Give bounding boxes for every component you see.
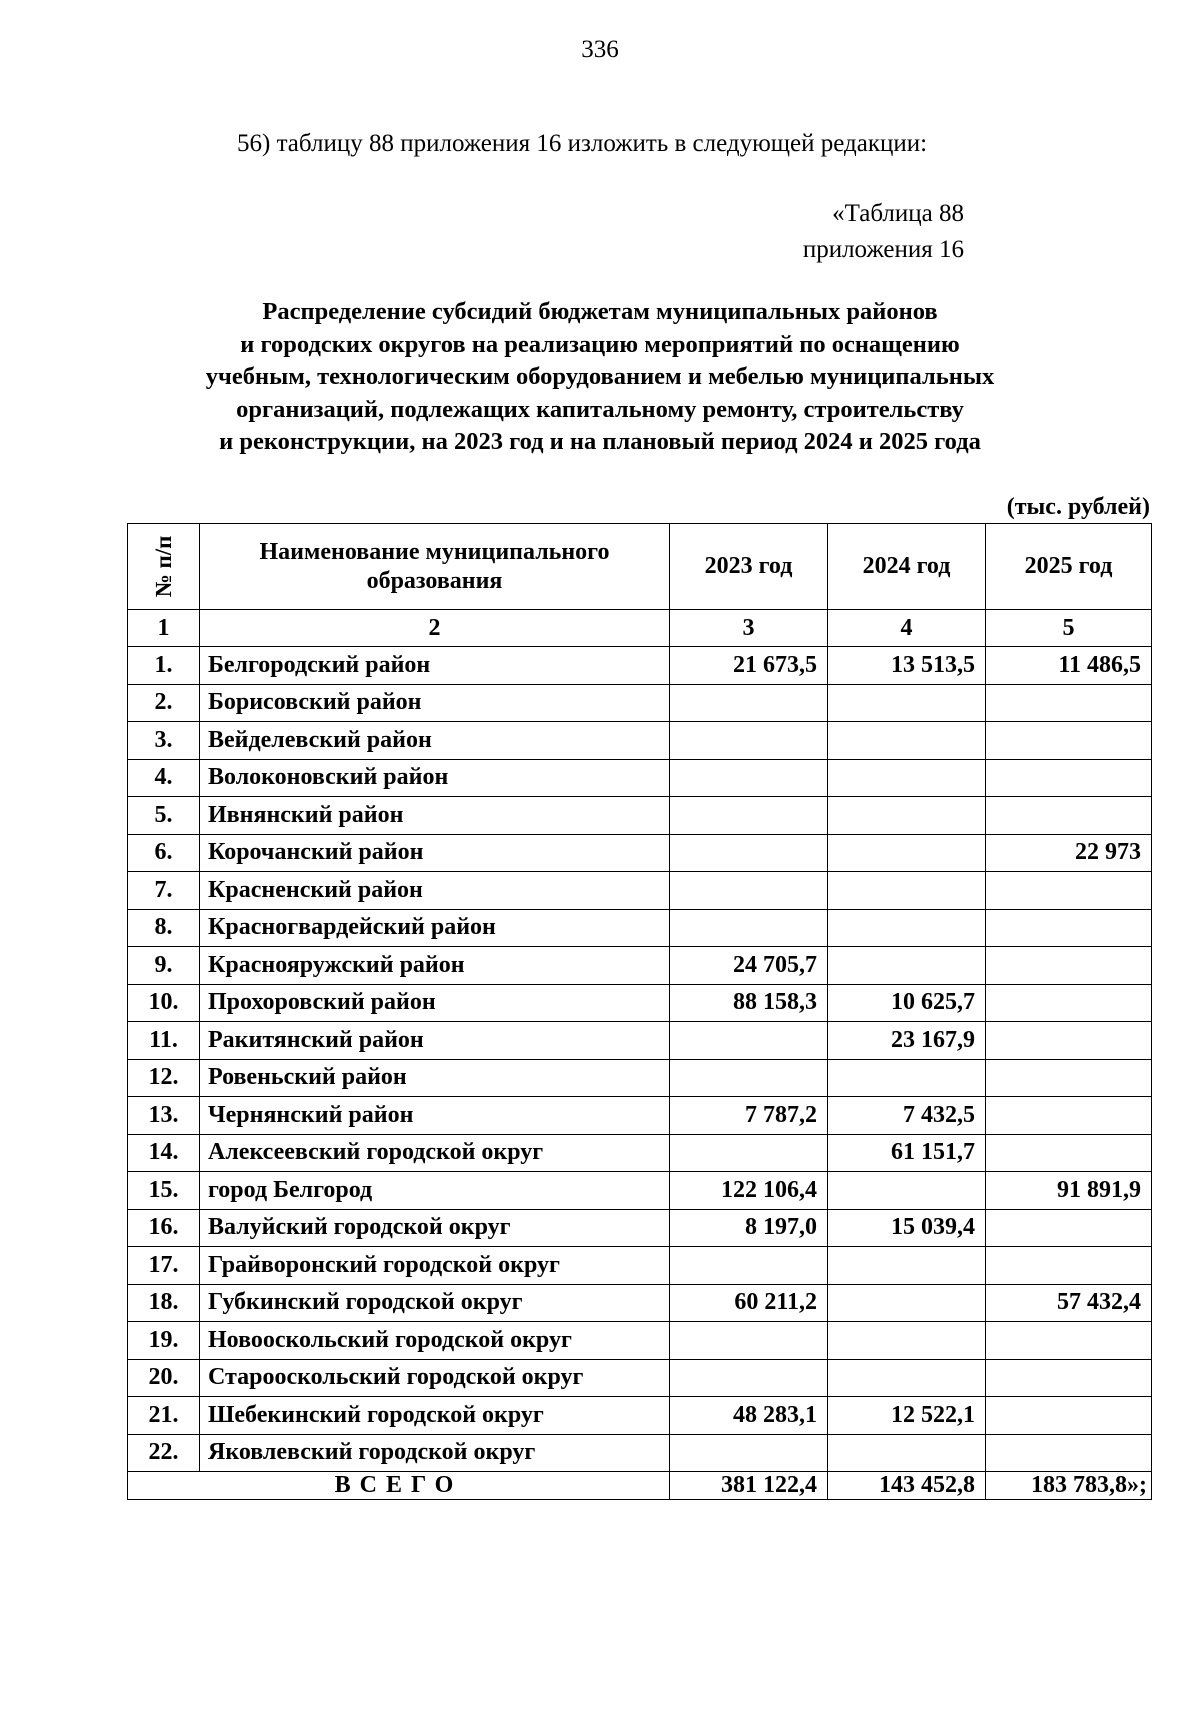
row-value-2023 bbox=[670, 759, 828, 797]
row-value-2025: 22 973 bbox=[986, 834, 1152, 872]
row-value-2024 bbox=[828, 1359, 986, 1397]
row-value-2024 bbox=[828, 872, 986, 910]
row-value-2024 bbox=[828, 1322, 986, 1360]
row-name: город Белгород bbox=[200, 1172, 670, 1210]
row-value-2023: 8 197,0 bbox=[670, 1209, 828, 1247]
row-number: 14. bbox=[128, 1134, 200, 1172]
row-value-2023: 48 283,1 bbox=[670, 1397, 828, 1435]
row-number: 22. bbox=[128, 1434, 200, 1472]
row-name: Борисовский район bbox=[200, 684, 670, 722]
row-value-2023 bbox=[670, 1059, 828, 1097]
row-value-2023: 7 787,2 bbox=[670, 1097, 828, 1135]
table-reference-line1: «Таблица 88 bbox=[832, 200, 964, 227]
row-value-2025: 11 486,5 bbox=[986, 647, 1152, 685]
row-value-2025 bbox=[986, 1359, 1152, 1397]
row-value-2025 bbox=[986, 1134, 1152, 1172]
total-2024: 143 452,8 bbox=[828, 1472, 986, 1500]
table-row bbox=[128, 1397, 1152, 1435]
table-row bbox=[128, 1134, 1152, 1172]
column-number: 3 bbox=[670, 610, 828, 647]
heading-line: учебным, технологическим оборудованием и мебелью муниципальных bbox=[205, 363, 995, 390]
table-row bbox=[128, 834, 1152, 872]
row-value-2025 bbox=[986, 1322, 1152, 1360]
row-value-2024 bbox=[828, 947, 986, 985]
total-2023: 381 122,4 bbox=[670, 1472, 828, 1500]
row-name: Прохоровский район bbox=[200, 984, 670, 1022]
table-row bbox=[128, 1022, 1152, 1060]
row-value-2025 bbox=[986, 984, 1152, 1022]
row-value-2023 bbox=[670, 1134, 828, 1172]
row-number: 9. bbox=[128, 947, 200, 985]
row-name: Белгородский район bbox=[200, 647, 670, 685]
header-2024: 2024 год bbox=[828, 524, 986, 610]
row-value-2024 bbox=[828, 797, 986, 835]
row-value-2024: 13 513,5 bbox=[828, 647, 986, 685]
table-row bbox=[128, 1284, 1152, 1322]
table-row bbox=[128, 722, 1152, 760]
header-2025: 2025 год bbox=[986, 524, 1152, 610]
row-value-2024 bbox=[828, 1284, 986, 1322]
row-value-2023: 88 158,3 bbox=[670, 984, 828, 1022]
table-row bbox=[128, 759, 1152, 797]
total-row bbox=[128, 1472, 1152, 1500]
row-value-2025 bbox=[986, 759, 1152, 797]
row-value-2025: 91 891,9 bbox=[986, 1172, 1152, 1210]
row-name: Губкинский городской округ bbox=[200, 1284, 670, 1322]
table-body bbox=[128, 647, 1152, 1472]
row-name: Ровеньский район bbox=[200, 1059, 670, 1097]
row-name: Красногвардейский район bbox=[200, 909, 670, 947]
row-number: 5. bbox=[128, 797, 200, 835]
table-row bbox=[128, 909, 1152, 947]
total-label: ВСЕГО bbox=[128, 1472, 670, 1500]
row-number: 15. bbox=[128, 1172, 200, 1210]
row-name: Корочанский район bbox=[200, 834, 670, 872]
row-name: Алексеевский городской округ bbox=[200, 1134, 670, 1172]
row-number: 12. bbox=[128, 1059, 200, 1097]
row-value-2025 bbox=[986, 872, 1152, 910]
row-value-2023: 24 705,7 bbox=[670, 947, 828, 985]
table-row bbox=[128, 1209, 1152, 1247]
row-name: Ракитянский район bbox=[200, 1022, 670, 1060]
row-value-2023: 60 211,2 bbox=[670, 1284, 828, 1322]
row-value-2025 bbox=[986, 947, 1152, 985]
row-name: Шебекинский городской округ bbox=[200, 1397, 670, 1435]
row-value-2024 bbox=[828, 834, 986, 872]
row-value-2024: 15 039,4 bbox=[828, 1209, 986, 1247]
table-row bbox=[128, 1247, 1152, 1285]
row-number: 17. bbox=[128, 1247, 200, 1285]
column-number: 5 bbox=[986, 610, 1152, 647]
column-number: 4 bbox=[828, 610, 986, 647]
column-number: 2 bbox=[200, 610, 670, 647]
row-value-2025 bbox=[986, 797, 1152, 835]
row-number: 10. bbox=[128, 984, 200, 1022]
row-value-2023 bbox=[670, 872, 828, 910]
table-row bbox=[128, 684, 1152, 722]
table-row bbox=[128, 1434, 1152, 1472]
row-number: 1. bbox=[128, 647, 200, 685]
row-value-2025 bbox=[986, 1247, 1152, 1285]
row-value-2024 bbox=[828, 1172, 986, 1210]
row-value-2024 bbox=[828, 722, 986, 760]
row-name: Волоконовский район bbox=[200, 759, 670, 797]
row-value-2024: 61 151,7 bbox=[828, 1134, 986, 1172]
row-value-2025 bbox=[986, 1059, 1152, 1097]
units-label: (тыс. рублей) bbox=[1006, 494, 1150, 520]
row-value-2025 bbox=[986, 909, 1152, 947]
header-num-label: № п/п bbox=[151, 535, 176, 598]
header-num bbox=[128, 524, 200, 610]
row-value-2024 bbox=[828, 909, 986, 947]
table-reference-line2: приложения 16 bbox=[802, 236, 964, 263]
row-value-2023 bbox=[670, 1247, 828, 1285]
row-value-2024: 7 432,5 bbox=[828, 1097, 986, 1135]
row-value-2024: 23 167,9 bbox=[828, 1022, 986, 1060]
row-number: 3. bbox=[128, 722, 200, 760]
row-value-2023 bbox=[670, 834, 828, 872]
total-2025: 183 783,8»; bbox=[986, 1472, 1152, 1500]
heading-line: Распределение субсидий бюджетам муниципальных районов bbox=[262, 298, 938, 325]
row-number: 18. bbox=[128, 1284, 200, 1322]
row-value-2024: 10 625,7 bbox=[828, 984, 986, 1022]
row-value-2023 bbox=[670, 1359, 828, 1397]
row-value-2023 bbox=[670, 684, 828, 722]
row-number: 6. bbox=[128, 834, 200, 872]
row-name: Грайворонский городской округ bbox=[200, 1247, 670, 1285]
table-row bbox=[128, 872, 1152, 910]
row-value-2025 bbox=[986, 1434, 1152, 1472]
row-value-2023 bbox=[670, 797, 828, 835]
table-row bbox=[128, 797, 1152, 835]
row-name: Красненский район bbox=[200, 872, 670, 910]
row-number: 2. bbox=[128, 684, 200, 722]
row-value-2024: 12 522,1 bbox=[828, 1397, 986, 1435]
row-value-2025 bbox=[986, 1397, 1152, 1435]
table-row bbox=[128, 1059, 1152, 1097]
header-name: Наименование муниципального образования bbox=[200, 524, 670, 610]
row-value-2025 bbox=[986, 722, 1152, 760]
row-value-2023 bbox=[670, 722, 828, 760]
row-value-2023 bbox=[670, 1434, 828, 1472]
header-2023: 2023 год bbox=[670, 524, 828, 610]
row-value-2023 bbox=[670, 909, 828, 947]
row-value-2024 bbox=[828, 1434, 986, 1472]
row-value-2025 bbox=[986, 1097, 1152, 1135]
row-value-2023 bbox=[670, 1022, 828, 1060]
table-row bbox=[128, 1172, 1152, 1210]
row-number: 16. bbox=[128, 1209, 200, 1247]
row-value-2025 bbox=[986, 684, 1152, 722]
heading-line: и реконструкции, на 2023 год и на плановый период 2024 и 2025 года bbox=[219, 428, 981, 455]
row-name: Валуйский городской округ bbox=[200, 1209, 670, 1247]
table-heading bbox=[100, 296, 1100, 459]
row-number: 20. bbox=[128, 1359, 200, 1397]
column-number: 1 bbox=[128, 610, 200, 647]
row-number: 4. bbox=[128, 759, 200, 797]
table-header-row bbox=[128, 524, 1152, 610]
row-name: Чернянский район bbox=[200, 1097, 670, 1135]
row-number: 13. bbox=[128, 1097, 200, 1135]
row-value-2025 bbox=[986, 1022, 1152, 1060]
table-row bbox=[128, 984, 1152, 1022]
table-row bbox=[128, 1359, 1152, 1397]
subsidy-table bbox=[127, 523, 1152, 1500]
row-value-2025 bbox=[986, 1209, 1152, 1247]
row-name: Краснояружский район bbox=[200, 947, 670, 985]
row-value-2024 bbox=[828, 1059, 986, 1097]
column-number-row bbox=[128, 610, 1152, 647]
intro-text: 56) таблицу 88 приложения 16 изложить в следующей редакции: bbox=[237, 130, 928, 157]
row-number: 11. bbox=[128, 1022, 200, 1060]
page-number: 336 bbox=[581, 36, 619, 63]
row-number: 19. bbox=[128, 1322, 200, 1360]
row-value-2025: 57 432,4 bbox=[986, 1284, 1152, 1322]
row-value-2024 bbox=[828, 759, 986, 797]
row-name: Вейделевский район bbox=[200, 722, 670, 760]
heading-line: и городских округов на реализацию мероприятий по оснащению bbox=[240, 330, 960, 358]
row-name: Яковлевский городской округ bbox=[200, 1434, 670, 1472]
table-row bbox=[128, 1322, 1152, 1360]
table-row bbox=[128, 947, 1152, 985]
row-number: 8. bbox=[128, 909, 200, 947]
row-number: 21. bbox=[128, 1397, 200, 1435]
table-row bbox=[128, 647, 1152, 685]
row-value-2024 bbox=[828, 1247, 986, 1285]
table-reference bbox=[780, 196, 964, 268]
row-value-2024 bbox=[828, 684, 986, 722]
table-row bbox=[128, 1097, 1152, 1135]
row-name: Ивнянский район bbox=[200, 797, 670, 835]
heading-line: организаций, подлежащих капитальному ремонту, строительству bbox=[236, 395, 964, 423]
row-name: Старооскольский городской округ bbox=[200, 1359, 670, 1397]
row-value-2023: 21 673,5 bbox=[670, 647, 828, 685]
row-value-2023: 122 106,4 bbox=[670, 1172, 828, 1210]
row-value-2023 bbox=[670, 1322, 828, 1360]
row-name: Новооскольский городской округ bbox=[200, 1322, 670, 1360]
row-number: 7. bbox=[128, 872, 200, 910]
